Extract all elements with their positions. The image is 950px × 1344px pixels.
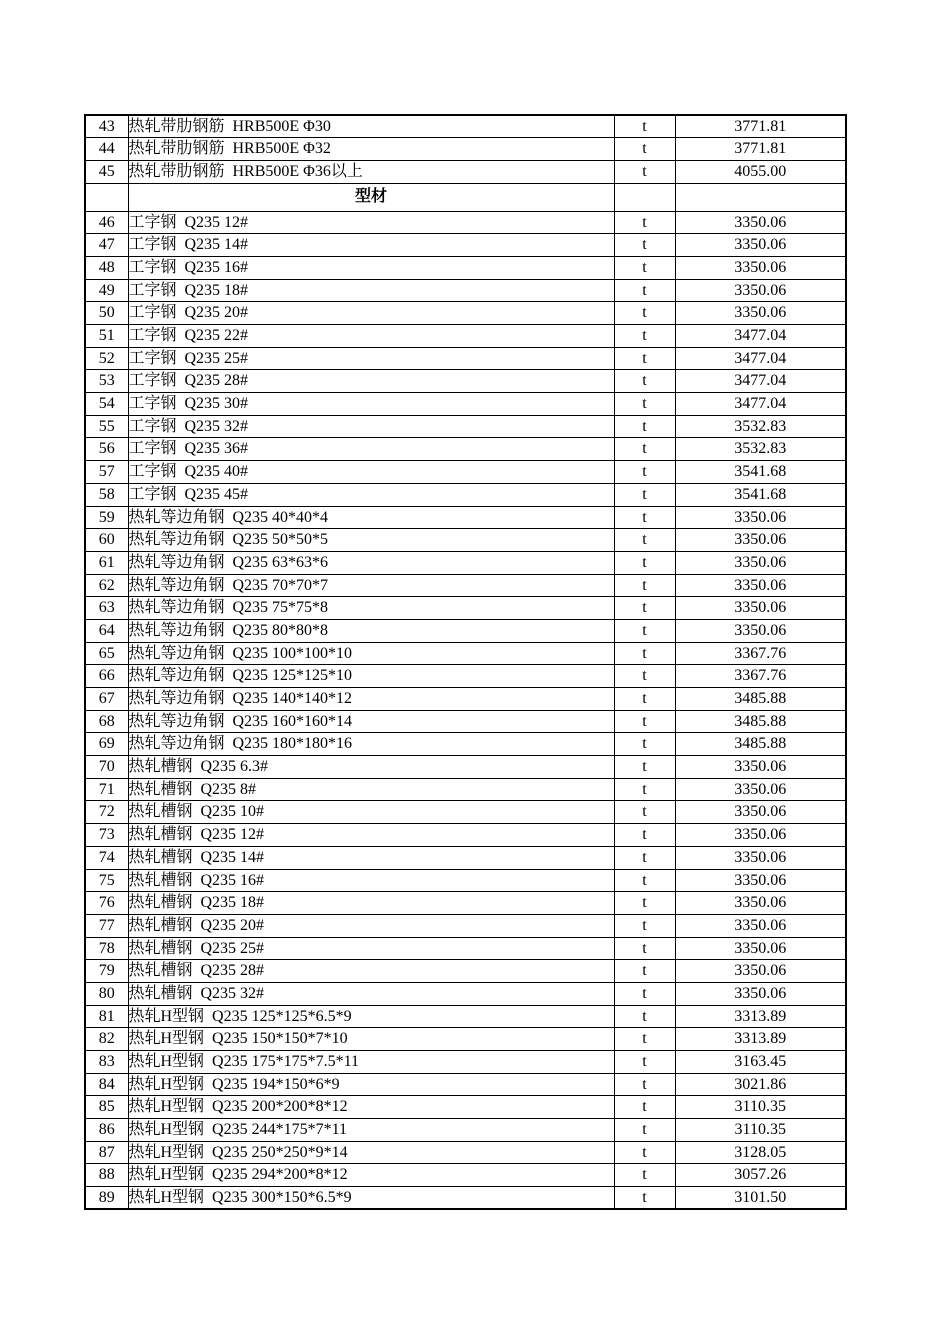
price-cell: 3541.68 (675, 461, 846, 484)
unit-cell: t (614, 256, 675, 279)
unit-cell: t (614, 1096, 675, 1119)
row-number-cell: 61 (85, 551, 128, 574)
table-row (85, 551, 846, 574)
table-row (85, 211, 846, 234)
table-row (85, 438, 846, 461)
material-name-cell: 工字钢 Q235 12# (128, 211, 614, 234)
material-name-cell: 热轧槽钢 Q235 8# (128, 778, 614, 801)
material-name-cell: 热轧槽钢 Q235 12# (128, 824, 614, 847)
table-row (85, 869, 846, 892)
price-cell: 3350.06 (675, 982, 846, 1005)
material-name-cell: 热轧等边角钢 Q235 50*50*5 (128, 529, 614, 552)
unit-cell: t (614, 733, 675, 756)
unit-cell: t (614, 688, 675, 711)
row-number-cell: 56 (85, 438, 128, 461)
row-number-cell: 50 (85, 302, 128, 325)
row-number-cell: 78 (85, 937, 128, 960)
row-number-cell: 67 (85, 688, 128, 711)
table-row (85, 256, 846, 279)
material-name-cell: 热轧等边角钢 Q235 80*80*8 (128, 619, 614, 642)
material-name-cell: 热轧带肋钢筋 HRB500E Φ32 (128, 138, 614, 161)
material-name-cell: 工字钢 Q235 18# (128, 279, 614, 302)
row-number-cell: 44 (85, 138, 128, 161)
unit-cell: t (614, 1141, 675, 1164)
table-row (85, 892, 846, 915)
table-row (85, 325, 846, 348)
table-row (85, 688, 846, 711)
table-row (85, 1028, 846, 1051)
table-row (85, 483, 846, 506)
material-name-cell: 工字钢 Q235 20# (128, 302, 614, 325)
material-name-cell: 热轧带肋钢筋 HRB500E Φ30 (128, 115, 614, 138)
price-cell: 3477.04 (675, 325, 846, 348)
unit-cell: t (614, 1051, 675, 1074)
unit-cell (614, 183, 675, 211)
table-row (85, 234, 846, 257)
price-cell: 3485.88 (675, 733, 846, 756)
table-row (85, 279, 846, 302)
price-table-body (85, 115, 846, 1209)
row-number-cell: 54 (85, 393, 128, 416)
material-name-cell: 热轧H型钢 Q235 175*175*7.5*11 (128, 1051, 614, 1074)
unit-cell: t (614, 914, 675, 937)
price-cell: 4055.00 (675, 160, 846, 183)
material-name-cell: 热轧槽钢 Q235 18# (128, 892, 614, 915)
unit-cell: t (614, 1119, 675, 1142)
price-cell: 3110.35 (675, 1096, 846, 1119)
table-row (85, 778, 846, 801)
unit-cell: t (614, 302, 675, 325)
row-number-cell: 84 (85, 1073, 128, 1096)
material-name-cell: 热轧槽钢 Q235 28# (128, 960, 614, 983)
row-number-cell: 53 (85, 370, 128, 393)
material-name-cell: 工字钢 Q235 36# (128, 438, 614, 461)
price-cell: 3110.35 (675, 1119, 846, 1142)
material-name-cell: 热轧H型钢 Q235 125*125*6.5*9 (128, 1005, 614, 1028)
price-cell: 3367.76 (675, 665, 846, 688)
price-cell: 3350.06 (675, 869, 846, 892)
price-cell: 3313.89 (675, 1005, 846, 1028)
unit-cell: t (614, 461, 675, 484)
unit-cell: t (614, 370, 675, 393)
table-row (85, 846, 846, 869)
table-row (85, 1051, 846, 1074)
unit-cell: t (614, 325, 675, 348)
material-name-cell: 热轧带肋钢筋 HRB500E Φ36以上 (128, 160, 614, 183)
material-name-cell: 工字钢 Q235 45# (128, 483, 614, 506)
table-row (85, 982, 846, 1005)
price-cell: 3350.06 (675, 914, 846, 937)
unit-cell: t (614, 960, 675, 983)
unit-cell: t (614, 778, 675, 801)
row-number-cell: 79 (85, 960, 128, 983)
price-cell: 3477.04 (675, 393, 846, 416)
row-number-cell: 48 (85, 256, 128, 279)
table-row (85, 914, 846, 937)
unit-cell: t (614, 415, 675, 438)
material-name-cell: 热轧等边角钢 Q235 125*125*10 (128, 665, 614, 688)
row-number-cell: 60 (85, 529, 128, 552)
price-cell: 3350.06 (675, 234, 846, 257)
price-cell: 3485.88 (675, 688, 846, 711)
table-row (85, 1119, 846, 1142)
unit-cell: t (614, 574, 675, 597)
table-row (85, 801, 846, 824)
unit-cell: t (614, 846, 675, 869)
material-name-cell: 工字钢 Q235 40# (128, 461, 614, 484)
table-row (85, 1164, 846, 1187)
unit-cell: t (614, 1028, 675, 1051)
material-name-cell: 热轧槽钢 Q235 14# (128, 846, 614, 869)
table-row (85, 393, 846, 416)
price-cell: 3532.83 (675, 438, 846, 461)
price-cell: 3350.06 (675, 574, 846, 597)
material-name-cell: 热轧槽钢 Q235 10# (128, 801, 614, 824)
price-cell: 3350.06 (675, 892, 846, 915)
material-name-cell: 热轧等边角钢 Q235 63*63*6 (128, 551, 614, 574)
unit-cell: t (614, 393, 675, 416)
material-name-cell: 热轧等边角钢 Q235 160*160*14 (128, 710, 614, 733)
row-number-cell: 64 (85, 619, 128, 642)
table-row (85, 574, 846, 597)
row-number-cell: 43 (85, 115, 128, 138)
price-cell: 3477.04 (675, 347, 846, 370)
unit-cell: t (614, 279, 675, 302)
section-title-cell: 型材 (128, 183, 614, 211)
price-cell: 3350.06 (675, 551, 846, 574)
table-row (85, 529, 846, 552)
table-row (85, 642, 846, 665)
material-name-cell: 热轧H型钢 Q235 200*200*8*12 (128, 1096, 614, 1119)
price-cell: 3350.06 (675, 937, 846, 960)
row-number-cell: 57 (85, 461, 128, 484)
material-name-cell: 工字钢 Q235 22# (128, 325, 614, 348)
unit-cell: t (614, 506, 675, 529)
material-name-cell: 工字钢 Q235 28# (128, 370, 614, 393)
row-number-cell: 52 (85, 347, 128, 370)
material-name-cell: 热轧H型钢 Q235 244*175*7*11 (128, 1119, 614, 1142)
row-number-cell: 73 (85, 824, 128, 847)
material-name-cell: 热轧等边角钢 Q235 180*180*16 (128, 733, 614, 756)
material-name-cell: 工字钢 Q235 14# (128, 234, 614, 257)
price-cell: 3350.06 (675, 824, 846, 847)
table-row (85, 347, 846, 370)
unit-cell: t (614, 710, 675, 733)
row-number-cell: 49 (85, 279, 128, 302)
material-name-cell: 工字钢 Q235 30# (128, 393, 614, 416)
table-row (85, 937, 846, 960)
unit-cell: t (614, 234, 675, 257)
row-number-cell: 75 (85, 869, 128, 892)
unit-cell: t (614, 551, 675, 574)
price-cell: 3128.05 (675, 1141, 846, 1164)
material-name-cell: 热轧H型钢 Q235 194*150*6*9 (128, 1073, 614, 1096)
price-cell: 3163.45 (675, 1051, 846, 1074)
row-number-cell: 55 (85, 415, 128, 438)
price-cell: 3313.89 (675, 1028, 846, 1051)
unit-cell: t (614, 483, 675, 506)
material-name-cell: 热轧等边角钢 Q235 100*100*10 (128, 642, 614, 665)
unit-cell: t (614, 347, 675, 370)
unit-cell: t (614, 619, 675, 642)
material-name-cell: 工字钢 Q235 16# (128, 256, 614, 279)
row-number-cell: 85 (85, 1096, 128, 1119)
row-number-cell: 59 (85, 506, 128, 529)
unit-cell: t (614, 869, 675, 892)
price-cell: 3350.06 (675, 619, 846, 642)
unit-cell: t (614, 1187, 675, 1210)
unit-cell: t (614, 801, 675, 824)
price-cell: 3350.06 (675, 506, 846, 529)
row-number-cell: 68 (85, 710, 128, 733)
unit-cell: t (614, 115, 675, 138)
table-row (85, 665, 846, 688)
material-name-cell: 热轧H型钢 Q235 150*150*7*10 (128, 1028, 614, 1051)
table-row (85, 302, 846, 325)
material-name-cell: 热轧等边角钢 Q235 40*40*4 (128, 506, 614, 529)
unit-cell: t (614, 982, 675, 1005)
table-row (85, 756, 846, 779)
row-number-cell: 87 (85, 1141, 128, 1164)
table-row (85, 1141, 846, 1164)
price-cell: 3101.50 (675, 1187, 846, 1210)
material-name-cell: 热轧等边角钢 Q235 70*70*7 (128, 574, 614, 597)
price-cell: 3057.26 (675, 1164, 846, 1187)
price-cell: 3771.81 (675, 138, 846, 161)
row-number-cell: 71 (85, 778, 128, 801)
unit-cell: t (614, 1073, 675, 1096)
row-number-cell: 69 (85, 733, 128, 756)
unit-cell: t (614, 665, 675, 688)
table-row (85, 1096, 846, 1119)
row-number-cell: 76 (85, 892, 128, 915)
table-row (85, 160, 846, 183)
row-number-cell: 81 (85, 1005, 128, 1028)
row-number-cell: 66 (85, 665, 128, 688)
unit-cell: t (614, 756, 675, 779)
unit-cell: t (614, 529, 675, 552)
row-number-cell: 63 (85, 597, 128, 620)
table-row (85, 415, 846, 438)
table-row (85, 1187, 846, 1210)
table-row (85, 960, 846, 983)
unit-cell: t (614, 937, 675, 960)
material-name-cell: 工字钢 Q235 32# (128, 415, 614, 438)
row-number-cell: 74 (85, 846, 128, 869)
price-cell: 3350.06 (675, 279, 846, 302)
row-number-cell: 65 (85, 642, 128, 665)
row-number-cell (85, 183, 128, 211)
row-number-cell: 83 (85, 1051, 128, 1074)
material-name-cell: 热轧槽钢 Q235 6.3# (128, 756, 614, 779)
row-number-cell: 89 (85, 1187, 128, 1210)
unit-cell: t (614, 438, 675, 461)
row-number-cell: 88 (85, 1164, 128, 1187)
price-cell: 3350.06 (675, 801, 846, 824)
material-name-cell: 热轧槽钢 Q235 25# (128, 937, 614, 960)
unit-cell: t (614, 138, 675, 161)
table-row (85, 619, 846, 642)
price-cell: 3350.06 (675, 960, 846, 983)
material-name-cell: 热轧槽钢 Q235 16# (128, 869, 614, 892)
table-row (85, 370, 846, 393)
material-name-cell: 热轧H型钢 Q235 294*200*8*12 (128, 1164, 614, 1187)
material-name-cell: 热轧等边角钢 Q235 140*140*12 (128, 688, 614, 711)
price-cell: 3485.88 (675, 710, 846, 733)
table-row (85, 824, 846, 847)
unit-cell: t (614, 160, 675, 183)
price-cell: 3021.86 (675, 1073, 846, 1096)
price-cell: 3350.06 (675, 597, 846, 620)
material-name-cell: 热轧等边角钢 Q235 75*75*8 (128, 597, 614, 620)
unit-cell: t (614, 597, 675, 620)
unit-cell: t (614, 642, 675, 665)
material-name-cell: 热轧槽钢 Q235 20# (128, 914, 614, 937)
price-cell: 3350.06 (675, 256, 846, 279)
unit-cell: t (614, 1164, 675, 1187)
table-row (85, 710, 846, 733)
table-row (85, 506, 846, 529)
price-cell: 3350.06 (675, 302, 846, 325)
table-row (85, 1073, 846, 1096)
unit-cell: t (614, 824, 675, 847)
table-row (85, 1005, 846, 1028)
unit-cell: t (614, 892, 675, 915)
price-cell: 3350.06 (675, 778, 846, 801)
price-cell: 3477.04 (675, 370, 846, 393)
row-number-cell: 46 (85, 211, 128, 234)
price-cell: 3532.83 (675, 415, 846, 438)
price-cell: 3771.81 (675, 115, 846, 138)
price-cell: 3350.06 (675, 846, 846, 869)
row-number-cell: 58 (85, 483, 128, 506)
row-number-cell: 62 (85, 574, 128, 597)
row-number-cell: 51 (85, 325, 128, 348)
section-header-row (85, 183, 846, 211)
row-number-cell: 82 (85, 1028, 128, 1051)
row-number-cell: 80 (85, 982, 128, 1005)
material-price-table (84, 114, 847, 1210)
price-cell: 3350.06 (675, 756, 846, 779)
material-name-cell: 热轧槽钢 Q235 32# (128, 982, 614, 1005)
price-cell: 3367.76 (675, 642, 846, 665)
price-cell: 3350.06 (675, 529, 846, 552)
table-row (85, 115, 846, 138)
row-number-cell: 72 (85, 801, 128, 824)
price-cell: 3541.68 (675, 483, 846, 506)
row-number-cell: 70 (85, 756, 128, 779)
row-number-cell: 86 (85, 1119, 128, 1142)
material-name-cell: 热轧H型钢 Q235 250*250*9*14 (128, 1141, 614, 1164)
material-name-cell: 热轧H型钢 Q235 300*150*6.5*9 (128, 1187, 614, 1210)
unit-cell: t (614, 211, 675, 234)
table-row (85, 461, 846, 484)
material-name-cell: 工字钢 Q235 25# (128, 347, 614, 370)
row-number-cell: 45 (85, 160, 128, 183)
unit-cell: t (614, 1005, 675, 1028)
row-number-cell: 77 (85, 914, 128, 937)
table-row (85, 733, 846, 756)
table-row (85, 138, 846, 161)
price-cell: 3350.06 (675, 211, 846, 234)
price-cell (675, 183, 846, 211)
table-row (85, 597, 846, 620)
row-number-cell: 47 (85, 234, 128, 257)
